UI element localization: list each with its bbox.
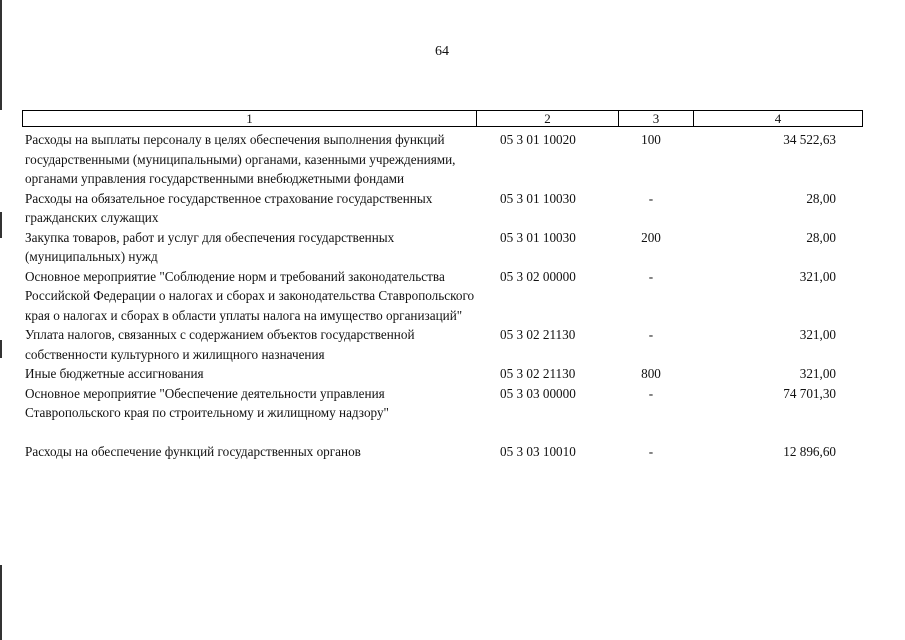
- row-amount: 74 701,30: [783, 385, 836, 401]
- row-code: 05 3 01 10020: [500, 132, 576, 147]
- row-amount: 12 896,60: [783, 443, 836, 459]
- row-group: -: [648, 327, 654, 342]
- table-row: [22, 364, 863, 384]
- table-row: [22, 228, 863, 267]
- table-row: [22, 325, 863, 364]
- row-code: 05 3 03 10010: [500, 443, 576, 459]
- row-code: 05 3 02 21130: [500, 327, 576, 342]
- row-amount: 321,00: [799, 327, 836, 342]
- table-row: [22, 189, 863, 228]
- table-row: [22, 130, 863, 189]
- row-amount: 28,00: [806, 229, 836, 245]
- binding-edge-mark: [0, 212, 2, 238]
- row-group: -: [648, 268, 654, 284]
- row-code: 05 3 01 10030: [500, 229, 576, 245]
- column-header-4: 4: [774, 111, 782, 126]
- table-row: [22, 267, 863, 326]
- row-name: Иные бюджетные ассигнования: [25, 366, 204, 381]
- binding-edge-mark: [0, 565, 2, 640]
- row-name: Расходы на выплаты персоналу в целях обеспечения выполнения функций государственными (муниципальными) органами, казенными учреждениями, органами управления государственными внебюджетными фондами: [25, 132, 456, 186]
- row-name: Расходы на обеспечение функций государственных органов: [25, 443, 361, 459]
- row-code: 05 3 03 00000: [500, 385, 576, 401]
- row-group: -: [648, 443, 654, 459]
- table-body: [22, 130, 863, 461]
- binding-edge-mark: [0, 340, 2, 358]
- row-amount: 34 522,63: [783, 132, 836, 147]
- row-code: 05 3 02 21130: [500, 366, 576, 381]
- table-header-row: [22, 110, 863, 127]
- row-amount: 321,00: [799, 366, 836, 381]
- row-name: Закупка товаров, работ и услуг для обеспечения государственных (муниципальных) нужд: [25, 229, 395, 264]
- row-code: 05 3 02 00000: [500, 268, 576, 284]
- row-group: 200: [641, 229, 661, 245]
- row-name: Расходы на обязательное государственное страхование государственных гражданских служащих: [25, 190, 433, 225]
- row-amount: 321,00: [799, 268, 836, 284]
- row-spacer: [22, 423, 863, 442]
- table-row: [22, 442, 863, 462]
- row-group: 800: [641, 366, 661, 381]
- column-header-2: 2: [477, 111, 619, 126]
- column-header-3: 3: [619, 111, 694, 126]
- row-group: 100: [641, 132, 661, 147]
- column-header-1: 1: [23, 111, 477, 126]
- row-name: Уплата налогов, связанных с содержанием объектов государственной собственности культурного и жилищного назначения: [25, 327, 415, 362]
- row-group: -: [648, 190, 654, 206]
- row-amount: 28,00: [806, 190, 836, 206]
- row-name: Основное мероприятие "Соблюдение норм и требований законодательства Российской Федерации о налогах и сборах и законодательства Ставропольского края о налогах и сборах в области уплаты налога на имущество организаций": [25, 268, 475, 323]
- row-group: -: [648, 385, 654, 401]
- row-code: 05 3 01 10030: [500, 190, 576, 206]
- row-name: Основное мероприятие "Обеспечение деятельности управления Ставропольского края по строительному и жилищному надзору": [25, 385, 389, 420]
- page-number: 64: [435, 44, 449, 59]
- table-row: [22, 384, 863, 423]
